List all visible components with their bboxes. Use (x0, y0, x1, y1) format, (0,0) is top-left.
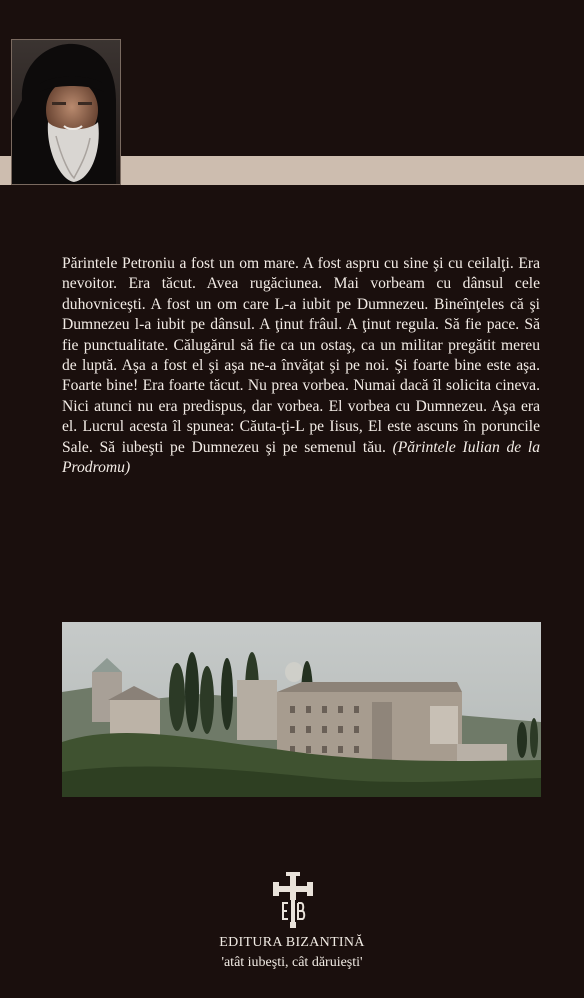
quote-paragraph (62, 254, 540, 478)
quote-attribution: (Părintele Iulian de la Prodromu) (62, 438, 541, 477)
publisher-logo-icon (273, 872, 313, 928)
monastery-illustration (62, 622, 541, 797)
quote-text: Părintele Petroniu a fost un om mare. A fost aspru cu sine şi cu ceilalţi. Era nevoitor. Era tăcut. Avea rugăciunea. Mai vorbeam cu dânsul cele duhovniceşti. A fost un om care L-a iubit pe Dumnezeu. Bineînţeles că şi Dumnezeu l-a iubit pe dânsul. A ţinut frâul. A ţinut regula. Să fie pace. Să fie punctualitate. Călugărul să fie ca un ostaş, ca un militar pregătit mereu de luptă. Aşa a fost el şi aşa ne-a învăţat şi pe noi. Şi foarte bine este aşa. Foarte bine! Era foarte tăcut. Nu prea vorbea. Numai dacă îl solicita cineva. Nici atunci nu era predispus, dar vorbea. El vorbea cu Dumnezeu. Aşa era el. Lucrul acesta îl spunea: Căuta-ţi-L pe Iisus, El este ascuns în poruncile Sale. Să iubeşti pe Dumnezeu şi pe semenul tău. (62, 255, 540, 456)
monastery-photo (62, 622, 541, 797)
publisher-motto: 'atât iubeşti, cât dăruieşti' (221, 955, 363, 970)
portrait-illustration (12, 40, 120, 184)
publisher-name: EDITURA BIZANTINĂ (219, 935, 365, 950)
portrait-photo (11, 39, 121, 185)
